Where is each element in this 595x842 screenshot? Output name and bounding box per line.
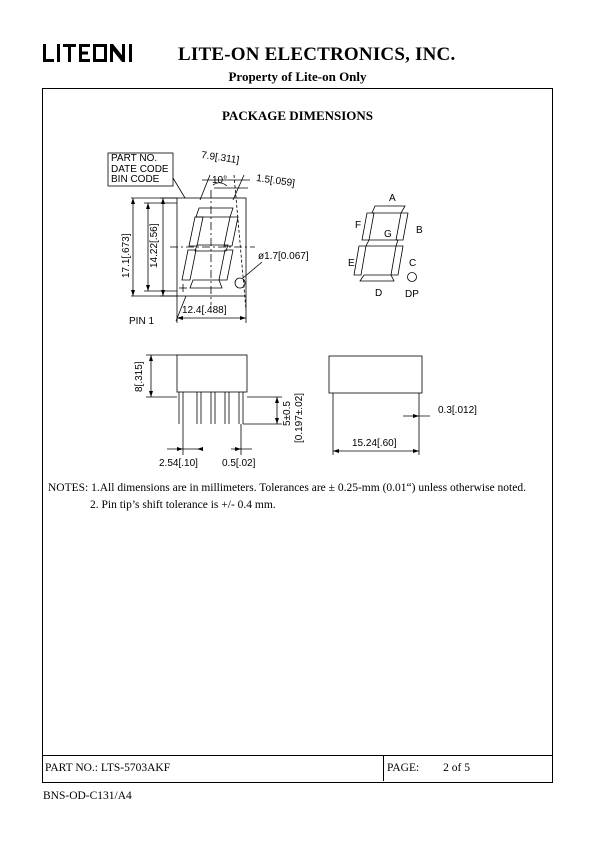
- company-name: LITE-ON ELECTRONICS, INC.: [178, 44, 456, 65]
- side-view-body: [177, 355, 247, 392]
- segment-label-e: E: [348, 258, 355, 269]
- segment-label-d: D: [375, 288, 383, 299]
- dim-pin-len-in: [0.197±.02]: [294, 393, 305, 443]
- notes: [48, 480, 526, 514]
- dim-pin-width: 0.5[.02]: [222, 458, 256, 469]
- end-view-body: [329, 356, 422, 393]
- label-line: BIN CODE: [111, 174, 160, 185]
- part-no-label: [111, 154, 169, 186]
- dim-seg-width: 1.5[.059]: [255, 173, 296, 190]
- part-number: PART NO.: LTS-5703AKF: [45, 762, 171, 774]
- dim-height-outer: 17.1[.673]: [121, 233, 132, 278]
- section-title: PACKAGE DIMENSIONS: [221, 108, 374, 123]
- dim-dp-dia: ø1.7[0.067]: [258, 251, 309, 262]
- dim-pitch: 2.54[.10]: [159, 458, 198, 469]
- dim-width-bottom: 12.4[.488]: [182, 305, 227, 316]
- label-line: PART NO.: [111, 153, 158, 164]
- segment-label-dp: DP: [405, 289, 419, 300]
- dim-slant: 10°: [212, 175, 228, 186]
- footer-divider: [383, 755, 384, 781]
- segment-label-b: B: [416, 225, 423, 236]
- dim-width-top: 7.9[.311]: [200, 150, 240, 167]
- segment-label-c: C: [409, 258, 417, 269]
- document-id: BNS-OD-C131/A4: [43, 790, 132, 802]
- page-label: PAGE:: [387, 762, 420, 774]
- segment-label-g: G: [384, 229, 392, 240]
- pin1-label: PIN 1: [129, 316, 155, 327]
- page-subtitle: Property of Lite-on Only: [228, 69, 367, 84]
- dim-row-span: 15.24[.60]: [352, 438, 397, 449]
- dim-height-inner: 14.22[.56]: [149, 223, 160, 268]
- label-line: DATE CODE: [111, 163, 169, 175]
- note-1: NOTES: 1.All dimensions are in millimeters. Tolerances are ± 0.25-mm (0.01“) unless otherwise noted.: [48, 482, 526, 494]
- page-indicator: [387, 762, 470, 774]
- dim-pin-thickness: 0.3[.012]: [438, 405, 477, 416]
- segment-label-f: F: [355, 220, 362, 231]
- segment-label-a: A: [389, 193, 396, 204]
- dim-pin-len: 5±0.5: [282, 401, 293, 426]
- note-2: 2. Pin tip’s shift tolerance is +/- 0.4 mm.: [90, 499, 276, 511]
- page-number: 2 of 5: [443, 762, 471, 774]
- segment-diagram: [354, 206, 417, 282]
- dim-depth: 8[.315]: [134, 361, 145, 392]
